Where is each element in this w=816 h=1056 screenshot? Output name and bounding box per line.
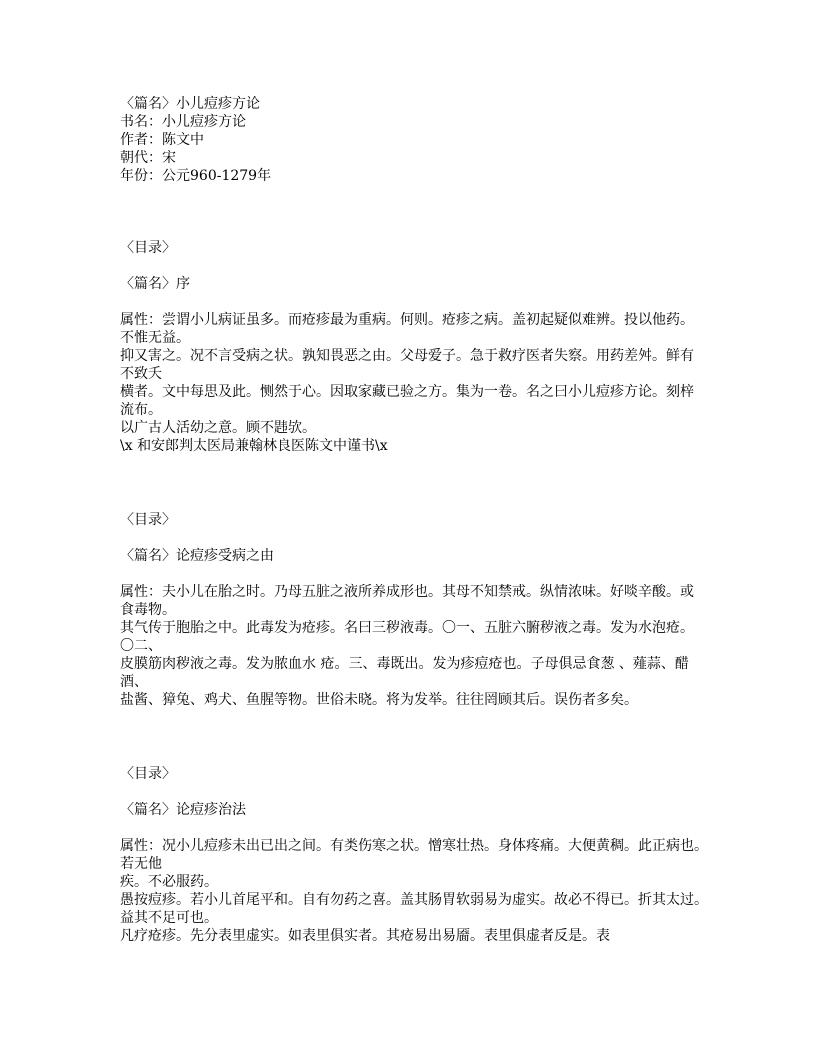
- header-line: 书名：小儿痘疹方论: [120, 114, 246, 130]
- body-line: 属性：况小儿痘疹未出已出之间。有类伤寒之状。憎寒壮热。身体疼痛。大便黄稠。此正病也。: [120, 838, 708, 854]
- body-line: 属性：尝谓小儿病证虽多。而疮疹最为重病。何则。疮疹之病。盖初起疑似难辨。投以他药。: [120, 312, 694, 328]
- body-line: 盐酱、獐兔、鸡犬、鱼腥等物。世俗未晓。将为发举。往往罔顾其后。误伤者多矣。: [120, 692, 638, 708]
- body-line: 疾。不必服药。: [120, 874, 218, 890]
- toc-link: 〈目录〉: [120, 512, 176, 528]
- body-line: 不致夭: [120, 366, 162, 382]
- header-line: 作者：陈文中: [120, 132, 204, 148]
- toc-link: 〈目录〉: [120, 766, 176, 782]
- body-line: 愚按痘疹。若小儿首尾平和。自有勿药之喜。盖其肠胃软弱易为虚实。故必不得已。折其太过。: [120, 892, 708, 908]
- section-title: 〈篇名〉论痘疹治法: [120, 802, 246, 818]
- body-line: 酒、: [120, 674, 148, 690]
- body-line: 若无他: [120, 856, 162, 872]
- body-line: 流布。: [120, 402, 162, 418]
- body-line: 〇二、: [120, 638, 162, 654]
- section-title: 〈篇名〉序: [120, 276, 190, 292]
- header-line: 年份：公元960-1279年: [120, 168, 272, 184]
- toc-link: 〈目录〉: [120, 240, 176, 256]
- header-line: 〈篇名〉小儿痘疹方论: [120, 96, 260, 112]
- body-line: 益其不足可也。: [120, 910, 218, 926]
- body-line: 以广古人活幼之意。顾不韪欤。: [120, 420, 316, 436]
- body-line: 其气传于胞胎之中。此毒发为疮疹。名曰三秽液毒。〇一、五脏六腑秽液之毒。发为水泡疮。: [120, 620, 694, 636]
- body-line: 皮膜筋肉秽液之毒。发为脓血水 疮。三、毒既出。发为疹痘疮也。子母俱忌食葱 、薤蒜、醋: [120, 656, 689, 672]
- header-line: 朝代：宋: [120, 150, 176, 166]
- body-line: 抑又害之。况不言受病之状。孰知畏恶之由。父母爱子。急于救疗医者失察。用药差舛。鲜有: [120, 348, 694, 364]
- body-line: 属性：夫小儿在胎之时。乃母五脏之液所养成形也。其母不知禁戒。纵情浓味。好啖辛酸。或: [120, 584, 694, 600]
- section-title: 〈篇名〉论痘疹受病之由: [120, 548, 274, 564]
- body-line: 凡疗疮疹。先分表里虚实。如表里俱实者。其疮易出易靥。表里俱虚者反是。表: [120, 928, 610, 944]
- body-line: 不惟无益。: [120, 330, 190, 346]
- body-line: 横者。文中每思及此。恻然于心。因取家藏已验之方。集为一卷。名之曰小儿痘疹方论。刻梓: [120, 384, 694, 400]
- body-line: \x 和安郎判太医局兼翰林良医陈文中谨书\x: [120, 438, 388, 454]
- body-line: 食毒物。: [120, 602, 176, 618]
